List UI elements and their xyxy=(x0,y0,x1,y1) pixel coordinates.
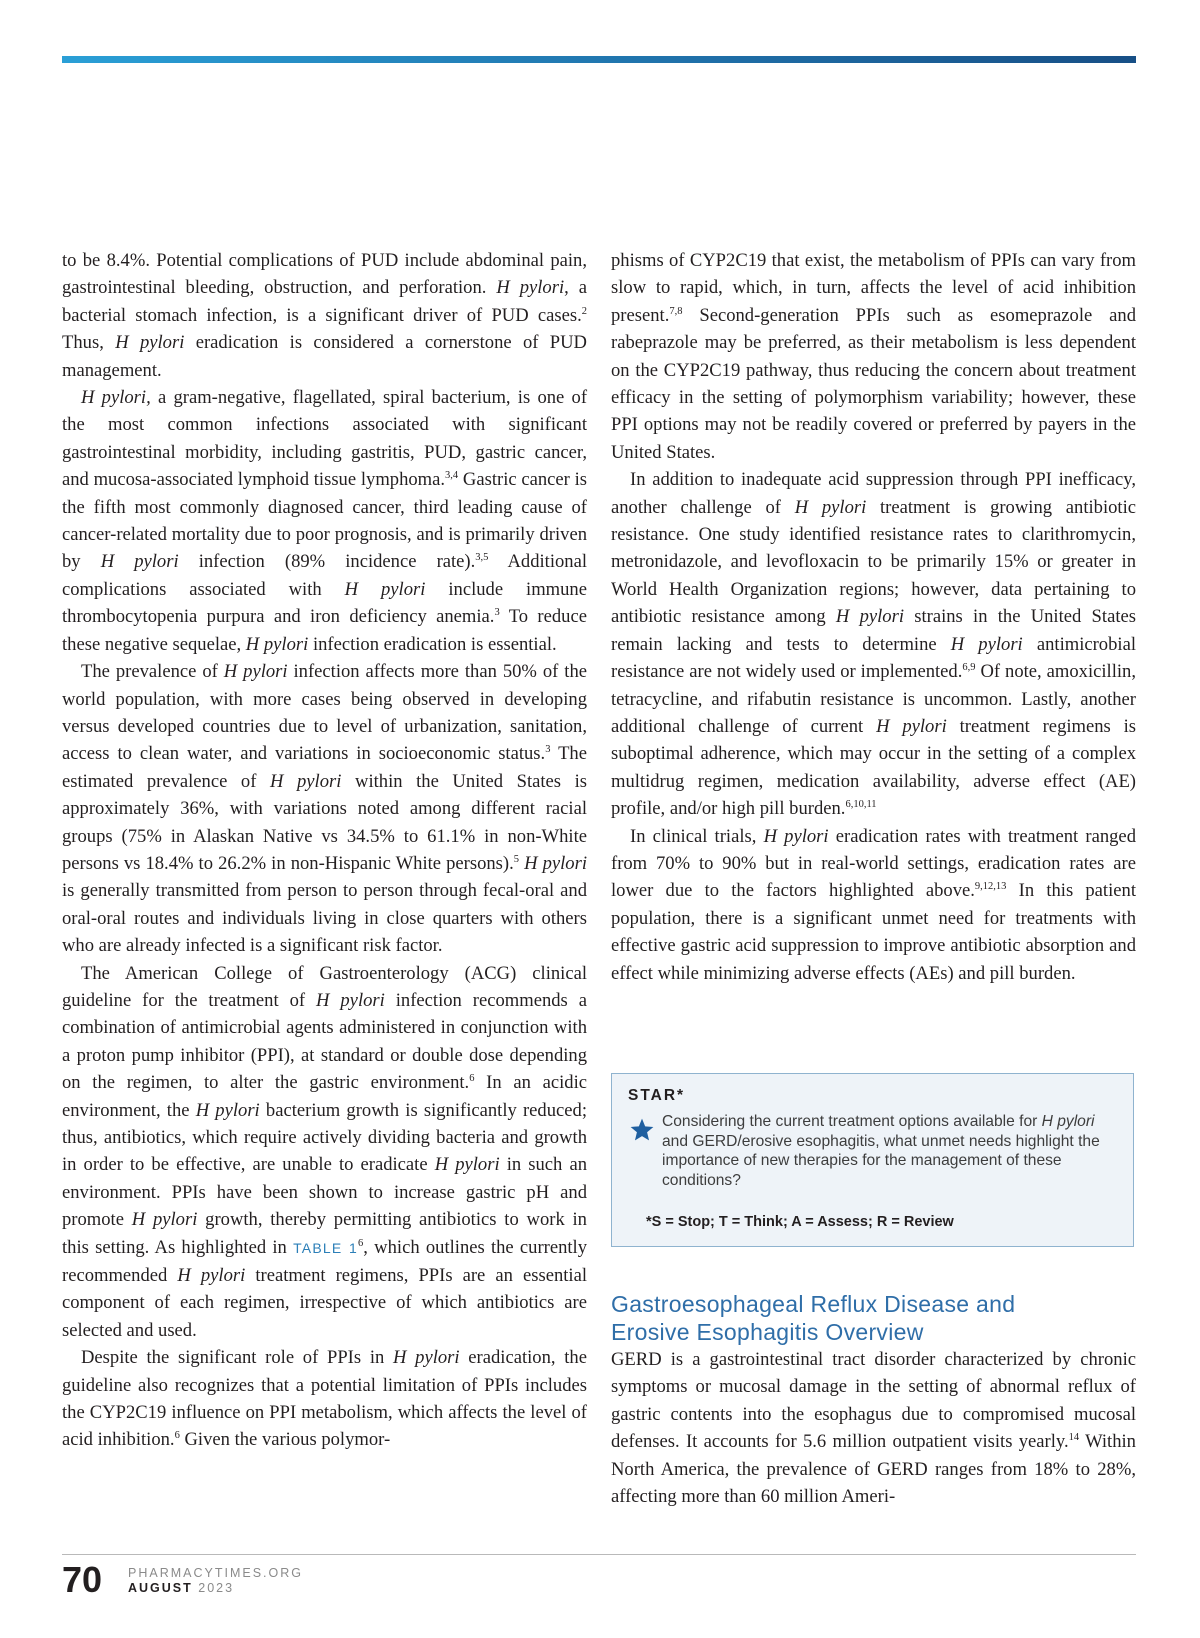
footer-issue-date: AUGUST 2023 xyxy=(128,1581,235,1595)
section-body xyxy=(611,1346,1136,1510)
citation: 3,5 xyxy=(475,552,489,564)
star-callout-key: *S = Stop; T = Think; A = Assess; R = Review xyxy=(646,1214,954,1230)
paragraph: In clinical trials, H pylori eradication rates with treatment ranged from 70% to 90% but in real-world settings, eradication rates are lower due to the factors highlighted above.$^{9,12,13}$ In this patient population, there is a significant unmet need for treatments with effective gastric acid suppression to improve antibiotic absorption and effect while minimizing adverse effects (AEs) and pill burden. xyxy=(611,825,1136,984)
citation: 3 xyxy=(494,607,500,619)
star-callout-box xyxy=(611,1073,1134,1247)
citation: 6 xyxy=(174,1430,180,1442)
paragraph: The American College of Gastroenterology (ACG) clinical guideline for the treatment of H pylori infection recommends a combination of antimicrobial agents administered in conjunction with a proton pump inhibitor (PPI), at standard or double dose depending on the regimen, to alter the gastric environment.$^6$ In an acidic environment, the H pylori bacterium growth is significantly reduced; thus, antibiotics, which require actively dividing bacteria and growth in order to be effective, are unable to eradicate H pylori in such an environment. PPIs have been shown to increase gastric pH and promote H pylori growth, thereby permitting antibiotics to work in this setting. As highlighted in TABLE $1^6$, which outlines the currently recommended H pylori treatment regimens, PPIs are an essential component of each regimen, irrespective of which antibiotics are selected and used. xyxy=(62,962,588,1341)
citation: 6 xyxy=(358,1237,364,1249)
citation: 2 xyxy=(581,305,587,317)
star-icon xyxy=(629,1117,655,1143)
paragraph: to be 8.4%. Potential complications of PUD include abdominal pain, gastrointestinal bleeding, obstruction, and perforation. H pylori, a bacterial stomach infection, is a significant driver of PUD cases.$^2$ Thus, H pylori eradication is considered a cornerstone of PUD management. xyxy=(62,250,587,381)
star-callout-question: Considering the current treatment options available for H pylori and GERD/erosive esophagitis, what unmet needs highlight the importance of new therapies for the management of these conditions? xyxy=(662,1113,1100,1189)
footer-site[interactable]: PHARMACYTIMES.ORG xyxy=(128,1566,303,1580)
citation: 6,9 xyxy=(962,662,976,674)
left-column xyxy=(62,247,587,1454)
footer-divider xyxy=(62,1554,1136,1555)
right-column xyxy=(611,247,1136,987)
table-1-link[interactable]: TABLE 1 xyxy=(293,1239,359,1256)
citation: 6,10,11 xyxy=(845,799,877,811)
citation: 9,12,13 xyxy=(974,881,1007,893)
citation: 14 xyxy=(1068,1432,1080,1444)
citation: 3,4 xyxy=(445,470,459,482)
section-heading: Gastroesophageal Reflux Disease and Erosive Esophagitis Overview xyxy=(611,1291,1016,1345)
paragraph: phisms of CYP2C19 that exist, the metabolism of PPIs can vary from slow to rapid, which, in turn, affects the level of acid inhibition present.$^{7,8}$ Second-generation PPIs such as esomeprazole and rabeprazole may be preferred, as their metabolism is less dependent on the CYP2C19 pathway, thus reducing the concern about treatment efficacy in the setting of polymorphism variability; however, these PPI options may not be readily covered or preferred by payers in the United States. xyxy=(611,250,1136,463)
paragraph: In addition to inadequate acid suppression through PPI inefficacy, another challenge of H pylori treatment is growing antibiotic resistance. One study identified resistance rates to clarithromycin, metronidazole, and levofloxacin to be primarily 15% or greater in World Health Organization regions; however, data pertaining to antibiotic resistance among H pylori strains in the United States remain lacking and tests to determine H pylori antimicrobial resistance are not widely used or implemented.$^{6,9}$ Of note, amoxicillin, tetracycline, and rifabutin resistance is uncommon. Lastly, another additional challenge of current H pylori treatment regimens is suboptimal adherence, which may occur in the setting of a complex multidrug regimen, medication availability, adverse effect (AE) profile, and/or high pill burden.$^{6,10,11}$ xyxy=(611,469,1137,820)
citation: 7,8 xyxy=(669,305,683,317)
citation: 5 xyxy=(513,853,520,865)
star-callout-title: STAR* xyxy=(628,1087,686,1104)
paragraph: Despite the significant role of PPIs in H pylori eradication, the guideline also recognizes that a potential limitation of PPIs includes the CYP2C19 influence on PPI metabolism, which affects the level of acid inhibition.$^6$ Given the various polymor- xyxy=(62,1347,587,1451)
paragraph: H pylori, a gram-negative, flagellated, spiral bacterium, is one of the most common infections associated with significant gastrointestinal morbidity, including gastritis, PUD, gastric cancer, and mucosa-associated lymphoid tissue lymphoma.$^{3,4}$ Gastric cancer is the fifth most commonly diagnosed cancer, third leading cause of cancer-related mortality due to poor prognosis, and is primarily driven by H pylori infection (89% incidence rate).$^{3,5}$ Additional complications associated with H pylori include immune thrombocytopenia purpura and iron deficiency anemia.$^3$ To reduce these negative sequelae, H pylori infection eradication is essential. xyxy=(62,387,588,655)
citation: 3 xyxy=(545,744,551,756)
page-number: 70 xyxy=(62,1559,103,1600)
citation: 6 xyxy=(469,1073,475,1085)
header-accent-bar xyxy=(62,56,1136,63)
paragraph: GERD is a gastrointestinal tract disorder characterized by chronic symptoms or mucosal damage in the setting of abnormal reflux of gastric contents into the esophagus due to compromised mucosal defenses. It accounts for 5.6 million outpatient visits yearly.$^{14}$ Within North America, the prevalence of GERD ranges from 18% to 28%, affecting more than 60 million Ameri- xyxy=(611,1349,1136,1508)
paragraph: The prevalence of H pylori infection affects more than 50% of the world population, with more cases being observed in developing versus developed countries due to level of urbanization, sanitation, access to clean water, and variations in socioeconomic status.$^3$ The estimated prevalence of H pylori within the United States is approximately 36%, with variations noted among different racial groups (75% in Alaskan Native vs 34.5% to 61.1% in non-White persons vs 18.4% to 26.2% in non-Hispanic White persons).$^5$ H pylori is generally transmitted from person to person through fecal-oral and oral-oral routes and individuals living in close quarters with others who are already infected is a significant risk factor. xyxy=(62,661,588,957)
